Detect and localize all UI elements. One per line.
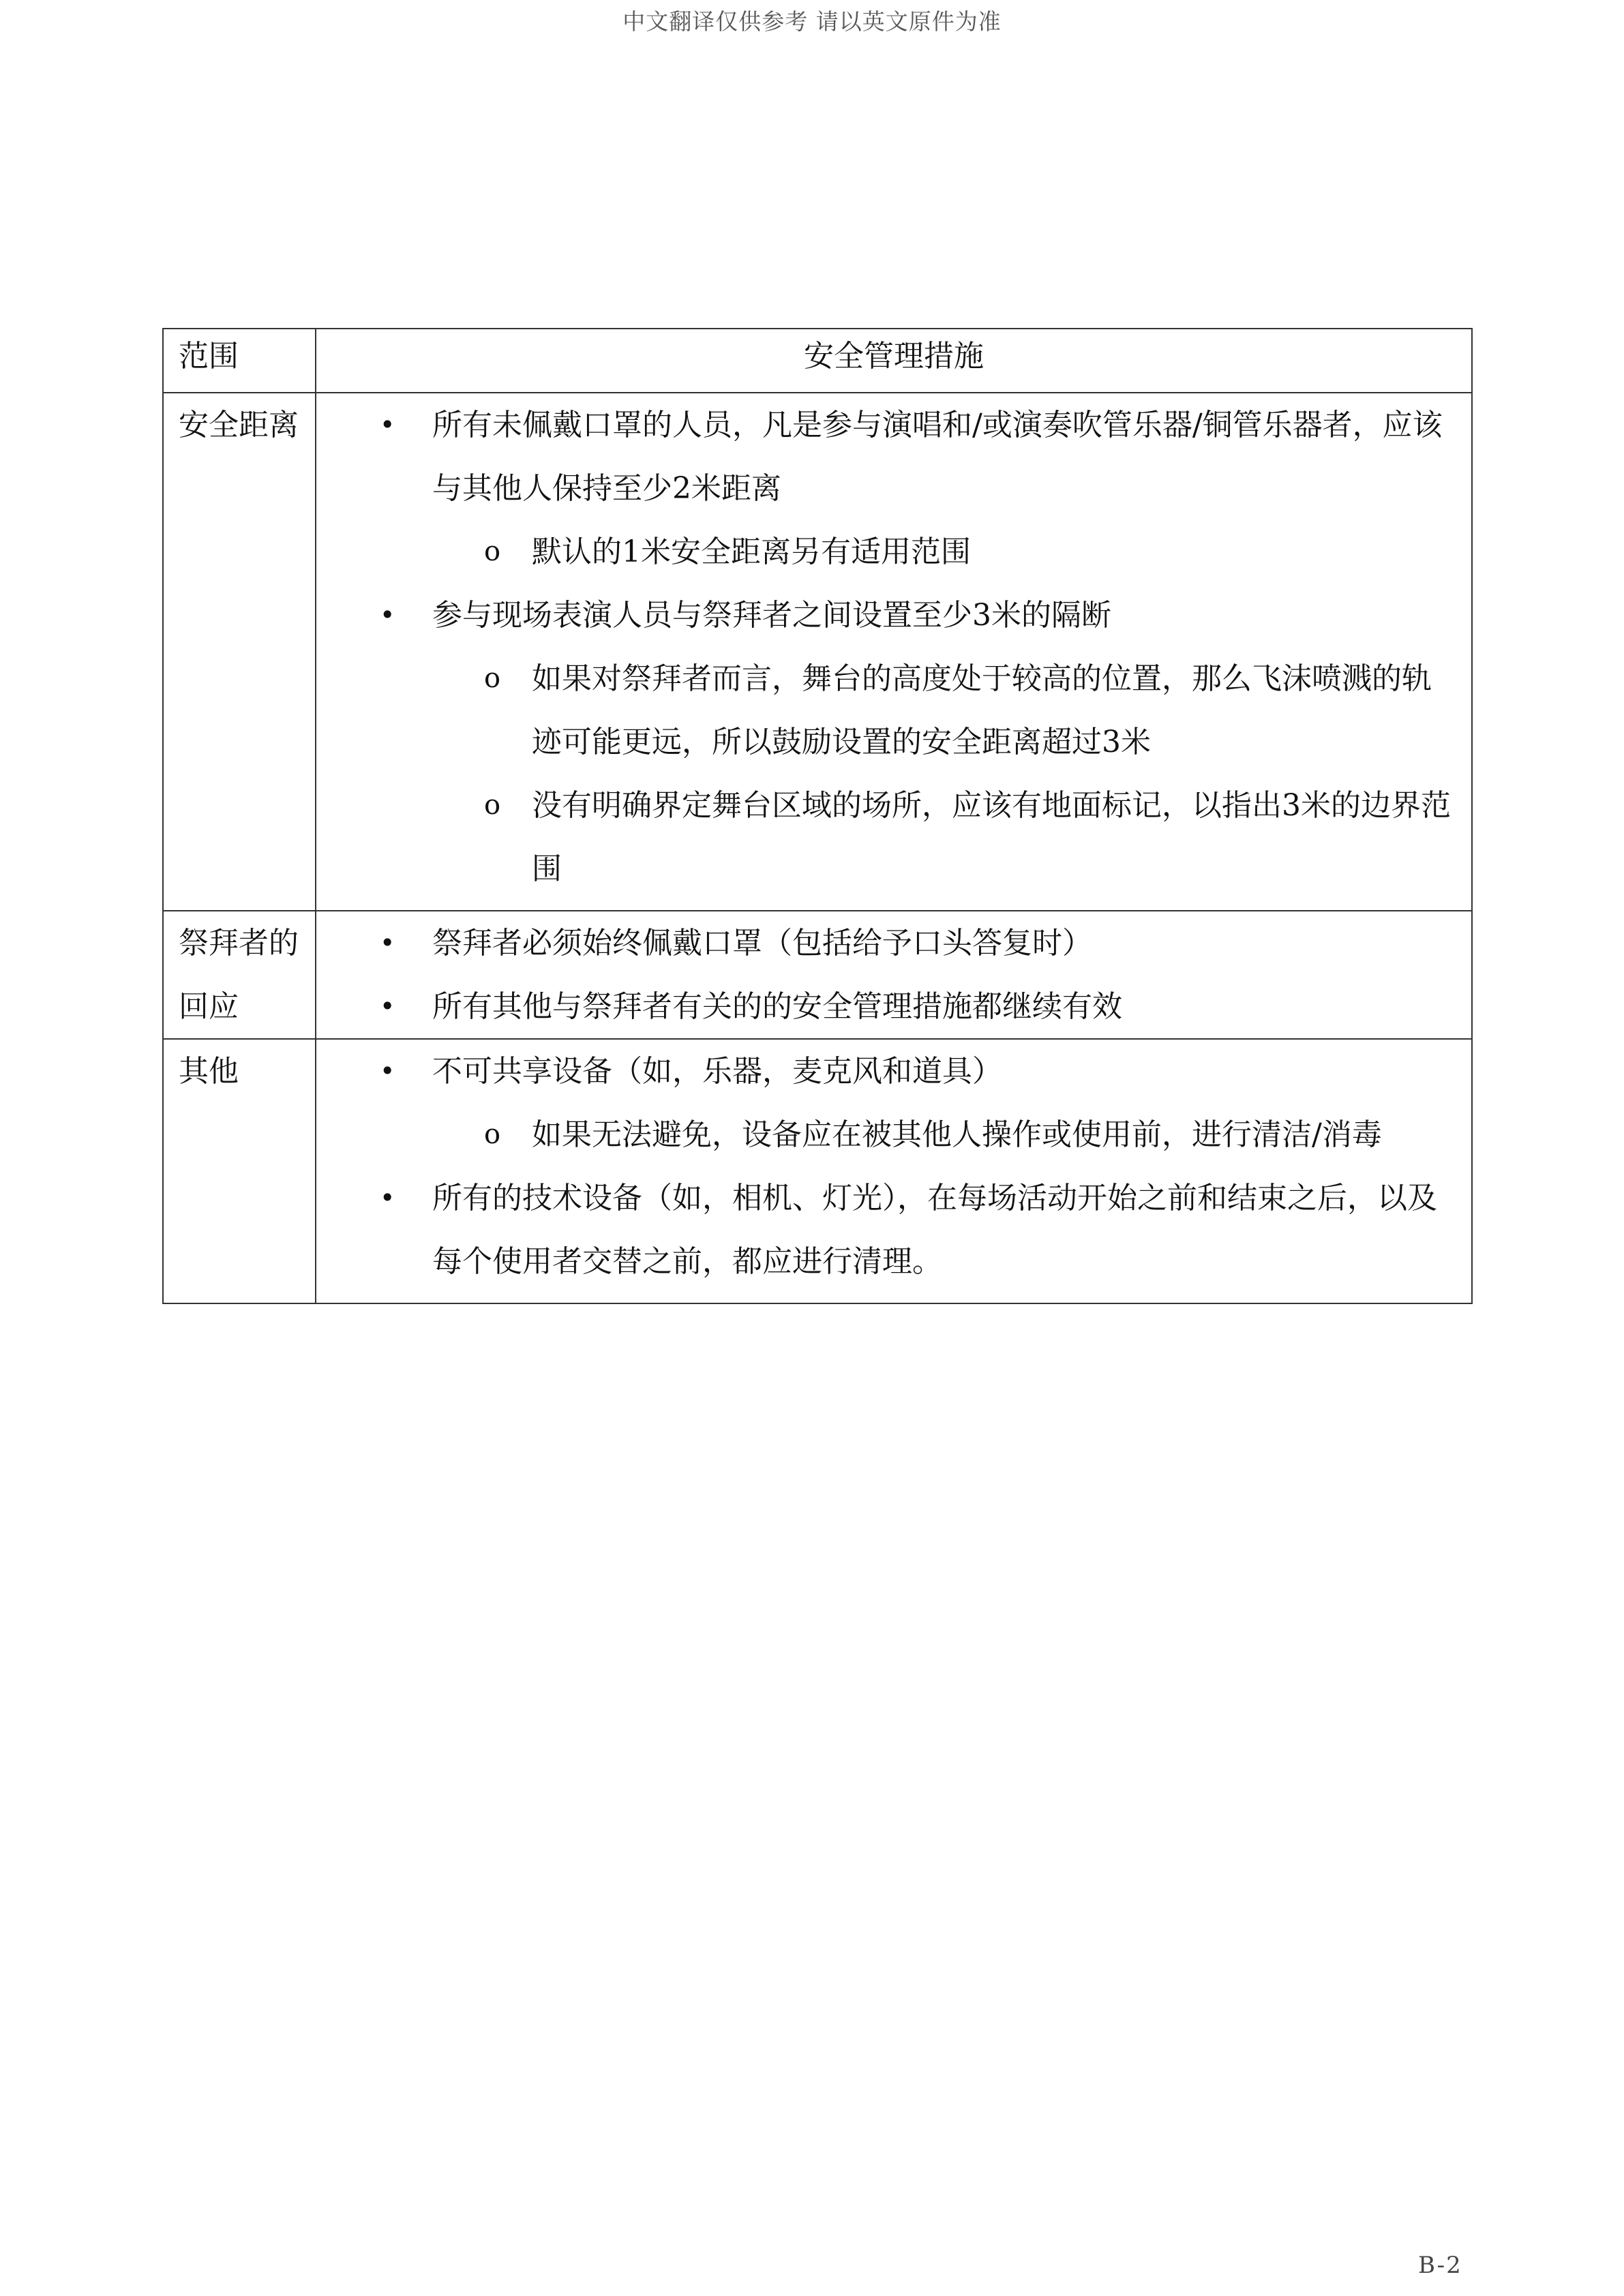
list-item bbox=[316, 1166, 1451, 1293]
measure-text: 不可共享设备（如，乐器，麦克风和道具） bbox=[432, 1054, 1002, 1089]
bullet-marker: • bbox=[380, 928, 395, 958]
bullet-marker: • bbox=[380, 991, 395, 1021]
measure-list bbox=[316, 1040, 1471, 1303]
scope-cell-distance bbox=[163, 393, 316, 911]
measure-text: 所有其他与祭拜者有关的的安全管理措施都继续有效 bbox=[432, 989, 1122, 1024]
sub-list-item bbox=[432, 774, 1451, 901]
measure-text: 祭拜者必须始终佩戴口罩（包括给予口头答复时） bbox=[432, 926, 1092, 961]
sub-bullet-marker: o bbox=[484, 663, 501, 694]
scope-cell-worshipper-response bbox=[163, 911, 316, 1039]
measure-list bbox=[316, 393, 1471, 910]
header-measures-cell bbox=[316, 329, 1472, 393]
sub-measure-text: 没有明确界定舞台区域的场所，应该有地面标记，以指出3米的边界范围 bbox=[532, 788, 1451, 886]
scope-cell-other bbox=[163, 1039, 316, 1303]
list-item bbox=[316, 911, 1451, 975]
table-header-row bbox=[163, 329, 1472, 393]
header-scope-label: 范围 bbox=[179, 339, 239, 374]
measure-text: 所有未佩戴口罩的人员，凡是参与演唱和/或演奏吹管乐器/铜管乐器者，应该与其他人保持至少2米距离 bbox=[432, 408, 1443, 506]
measure-text: 参与现场表演人员与祭拜者之间设置至少3米的隔断 bbox=[432, 598, 1111, 633]
table-row-distance bbox=[163, 393, 1472, 911]
sub-list-item bbox=[432, 1103, 1451, 1166]
measure-list bbox=[316, 911, 1471, 1038]
scope-label: 安全距离 bbox=[179, 408, 299, 442]
scope-label: 祭拜者的回应 bbox=[179, 926, 299, 1024]
sub-bullet-marker: o bbox=[484, 1119, 501, 1150]
list-item bbox=[316, 1040, 1451, 1166]
sub-bullet-marker: o bbox=[484, 789, 501, 821]
table-row-other bbox=[163, 1039, 1472, 1303]
header-scope-cell bbox=[163, 329, 316, 393]
sub-list-item bbox=[432, 647, 1451, 774]
measure-text: 所有的技术设备（如，相机、灯光），在每场活动开始之前和结束之后，以及每个使用者交替之前，都应进行清理。 bbox=[432, 1181, 1437, 1279]
measures-cell-distance bbox=[316, 393, 1472, 911]
sub-measure-text: 如果对祭拜者而言，舞台的高度处于较高的位置，那么飞沫喷溅的轨迹可能更远，所以鼓励设置的安全距离超过3米 bbox=[532, 661, 1432, 759]
list-item bbox=[316, 584, 1451, 901]
bullet-marker: • bbox=[380, 1183, 395, 1213]
sub-bullet-marker: o bbox=[484, 536, 501, 567]
page-number: B-2 bbox=[1418, 2252, 1462, 2279]
list-item bbox=[316, 975, 1451, 1038]
sub-measure-text: 如果无法避免，设备应在被其他人操作或使用前，进行清洁/消毒 bbox=[532, 1117, 1382, 1152]
sub-list-item bbox=[432, 520, 1451, 584]
safety-measures-table bbox=[162, 328, 1473, 1304]
sub-measure-text: 默认的1米安全距离另有适用范围 bbox=[532, 534, 971, 569]
list-item bbox=[316, 393, 1451, 584]
scope-label: 其他 bbox=[179, 1054, 239, 1089]
bullet-marker: • bbox=[380, 410, 395, 440]
measures-cell-worshipper-response bbox=[316, 911, 1472, 1039]
measures-cell-other bbox=[316, 1039, 1472, 1303]
bullet-marker: • bbox=[380, 1056, 395, 1086]
table-row-worshipper-response bbox=[163, 911, 1472, 1039]
bullet-marker: • bbox=[380, 600, 395, 630]
header-measures-label: 安全管理措施 bbox=[804, 339, 984, 374]
page-header-disclaimer: 中文翻译仅供参考 请以英文原件为准 bbox=[622, 8, 1002, 35]
